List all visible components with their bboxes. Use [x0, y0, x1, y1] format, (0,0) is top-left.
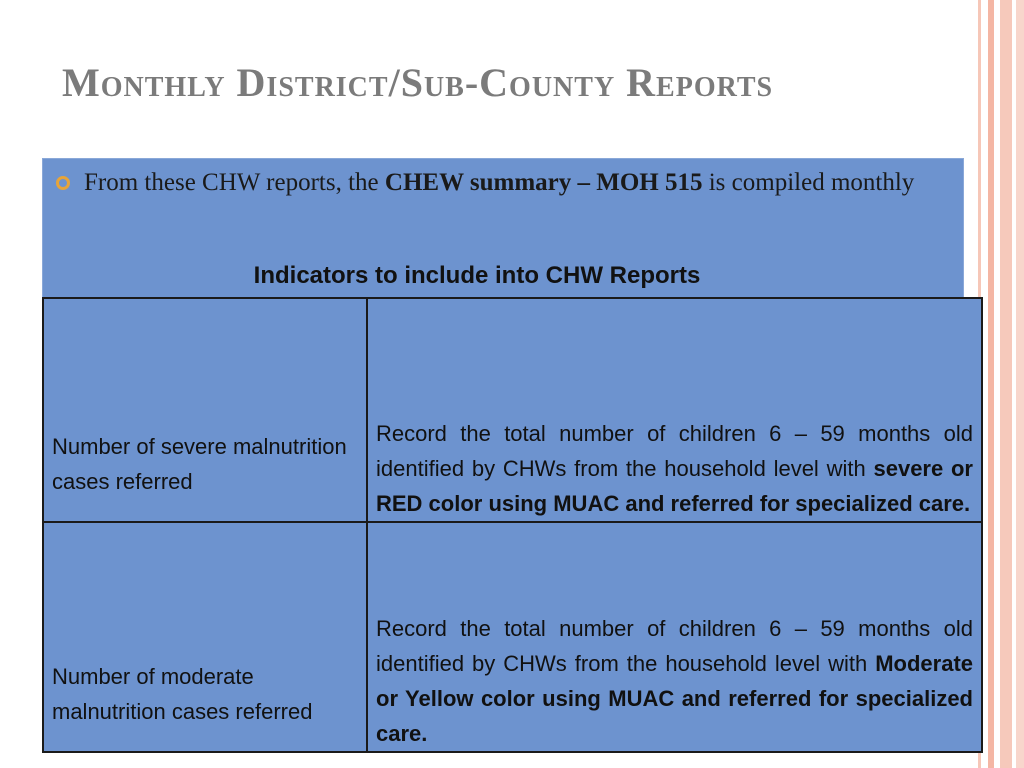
description-text: Record the total number of children 6 – 59 months old identified by CHWs from the household level with: [376, 616, 973, 676]
indicator-cell: Number of moderate malnutrition cases referred: [43, 522, 367, 752]
description-text: Record the total number of children 6 – 59 months old identified by CHWs from the household level with: [376, 421, 973, 481]
description-bold-text: severe or RED color using MUAC and referred for specialized care.: [376, 456, 973, 516]
table-row: [43, 522, 982, 752]
bullet-text: [84, 166, 944, 199]
bullet-circle-icon: [56, 176, 70, 190]
slide-title: Monthly District/Sub-County Reports: [62, 60, 774, 105]
description-cell: [367, 522, 982, 752]
indicator-cell: Number of severe malnutrition cases referred: [43, 298, 367, 522]
decorative-stripe: [988, 0, 994, 768]
indicators-table: [42, 297, 983, 753]
decorative-stripe: [1000, 0, 1012, 768]
table-heading: Indicators to include into CHW Reports: [253, 262, 701, 289]
table-row: [43, 298, 982, 522]
bullet-text-end: is compiled monthly: [702, 169, 915, 196]
bullet-text-bold: CHEW summary – MOH 515: [384, 169, 703, 196]
decorative-stripe: [1016, 0, 1024, 768]
description-cell: [367, 298, 982, 522]
description-bold-text: Moderate or Yellow color using MUAC and referred for specialized care.: [376, 651, 973, 746]
bullet-text-start: From these CHW reports, the: [84, 169, 385, 196]
